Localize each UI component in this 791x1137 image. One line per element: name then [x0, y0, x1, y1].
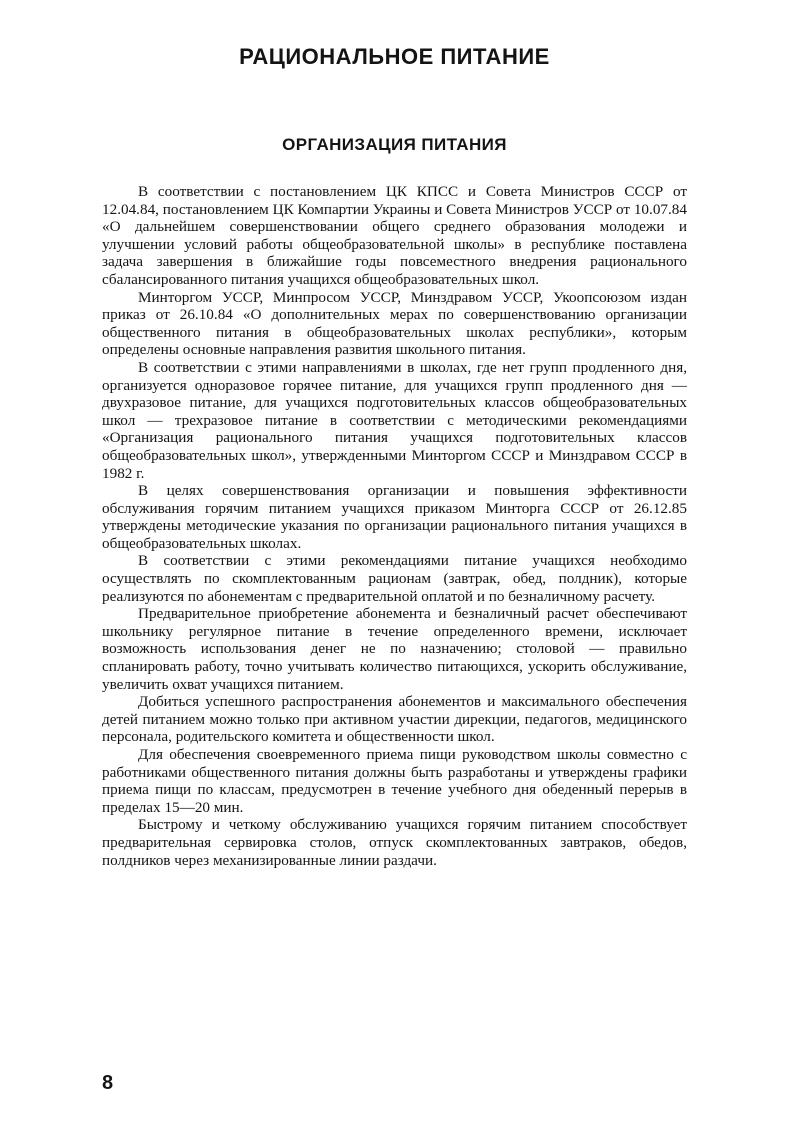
- paragraph-3: В соответствии с этими направлениями в школах, где нет групп продленного дня, организуется одноразовое горячее питание, для учащихся групп продленного дня — двухразовое питание, для учащихся подготовительных классов общеобразовательных школ — трехразовое питание в соответствии с методическими рекомендациями «Организация рационального питания учащихся подготовительных классов общеобразовательных школ», утвержденными Минторгом СССР и Минздравом СССР в 1982 г.: [102, 358, 687, 482]
- paragraph-6: Предварительное приобретение абонемента и безналичный расчет обеспечивают школьнику регулярное питание в течение определенного времени, исключает возможность использования денег не по назначению; столовой — правильно спланировать работу, точно учитывать количество питающихся, ускорить обслуживание, увеличить охват учащихся питанием.: [102, 605, 687, 693]
- paragraph-5: В соответствии с этими рекомендациями питание учащихся необходимо осуществлять по скомплектованным рационам (завтрак, обед, полдник), которые реализуются по абонементам с предварительной оплатой и по безналичному расчету.: [102, 552, 687, 605]
- section-title: ОРГАНИЗАЦИЯ ПИТАНИЯ: [282, 135, 507, 154]
- body-text: [102, 183, 687, 869]
- paragraph-1: В соответствии с постановлением ЦК КПСС и Совета Министров СССР от 12.04.84, постановлением ЦК Компартии Украины и Совета Министров УССР от 10.07.84 «О дальнейшем совершенствовании общего среднего образования молодежи и улучшении условий работы общеобразовательной школы» в республике поставлена задача завершения в ближайшие годы повсеместного внедрения рационального сбалансированного питания учащихся общеобразовательных школ.: [102, 183, 687, 288]
- chapter-title: РАЦИОНАЛЬНОЕ ПИТАНИЕ: [239, 44, 550, 69]
- paragraph-2: Минторгом УССР, Минпросом УССР, Минздравом УССР, Укоопсоюзом издан приказ от 26.10.84 «О дополнительных мерах по совершенствованию организации общественного питания в общеобразовательных школах республики», которым определены основные направления развития школьного питания.: [102, 288, 687, 359]
- paragraph-4: В целях совершенствования организации и повышения эффективности обслуживания горячим питанием учащихся приказом Минторга СССР от 26.12.85 утверждены методические указания по организации рационального питания учащихся в общеобразовательных школах.: [102, 482, 687, 552]
- paragraph-8: Для обеспечения своевременного приема пищи руководством школы совместно с работниками общественного питания должны быть разработаны и утверждены графики приема пищи по классам, предусмотрен в течение учебного дня обеденный перерыв в пределах 15—20 мин.: [102, 746, 687, 816]
- paragraph-7: Добиться успешного распространения абонементов и максимального обеспечения детей питанием можно только при активном участии дирекции, педагогов, медицинского персонала, родительского комитета и общественности школ.: [102, 693, 687, 746]
- book-page: [102, 0, 687, 1137]
- page-number: 8: [102, 1072, 114, 1094]
- paragraph-9: Быстрому и четкому обслуживанию учащихся горячим питанием способствует предварительная сервировка столов, отпуск скомплектованных завтраков, обедов, полдников через механизированные линии раздачи.: [102, 816, 687, 869]
